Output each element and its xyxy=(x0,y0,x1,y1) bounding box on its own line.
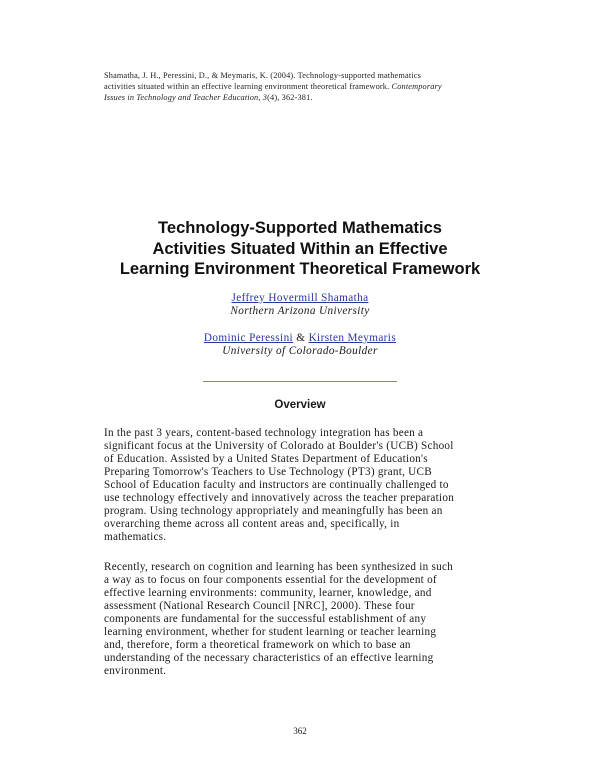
affiliation-nau: Northern Arizona University xyxy=(230,305,370,317)
paragraph-1 xyxy=(104,427,504,544)
paragraph-2-line: Recently, research on cognition and learning has been synthesized in such xyxy=(104,561,454,573)
paragraph-2-line: environment. xyxy=(104,665,167,677)
paragraph-2-line: a way as to focus on four components essential for the development of xyxy=(104,574,437,586)
paragraph-2 xyxy=(104,561,504,678)
author-block-2 xyxy=(0,332,600,358)
author-link-meymaris[interactable]: Kirsten Meymaris xyxy=(308,332,397,344)
paragraph-1-line: significant focus at the University of Colorado at Boulder's (UCB) School xyxy=(104,440,454,452)
paragraph-1-line: Preparing Tomorrow's Teachers to Use Technology (PT3) grant, UCB xyxy=(104,466,432,478)
title-line-2: Activities Situated Within an Effective xyxy=(152,239,448,258)
author-link-peressini[interactable]: Dominic Peressini xyxy=(203,332,294,344)
citation-line-2-text: activities situated within an effective learning environment theoretical framework. xyxy=(104,82,390,91)
paragraph-1-line: program. Using technology appropriately and meaningfully has been an xyxy=(104,505,443,517)
citation-line-2 xyxy=(104,81,504,92)
citation xyxy=(104,70,504,103)
paragraph-2-line: assessment (National Research Council [NRC], 2000). These four xyxy=(104,600,415,612)
paragraph-1-line: use technology effectively and innovatively across the teacher preparation xyxy=(104,492,455,504)
page-number: 362 xyxy=(293,726,307,736)
citation-line-1: Shamatha, J. H., Peressini, D., & Meymaris, K. (2004). Technology-supported mathematics xyxy=(104,71,421,80)
paragraph-1-line: overarching theme across all content areas and, specifically, in xyxy=(104,518,400,530)
title-line-1: Technology-Supported Mathematics xyxy=(158,219,442,237)
paragraph-2-line: components are fundamental for the successful establishment of any xyxy=(104,613,427,625)
citation-journal-part1: Contemporary xyxy=(391,82,442,91)
paragraph-1-line: School of Education faculty and instructors are continually challenged to xyxy=(104,479,449,491)
author-link-shamatha[interactable]: Jeffrey Hovermill Shamatha xyxy=(231,292,369,304)
author-ampersand: & xyxy=(293,332,309,344)
paragraph-2-line: and, therefore, form a theoretical framework on which to base an xyxy=(104,639,411,651)
author-block-1 xyxy=(0,292,600,318)
citation-line-3 xyxy=(104,92,504,103)
paragraph-2-line: learning environment, whether for student learning or teacher learning xyxy=(104,626,437,638)
paragraph-1-line: of Education. Assisted by a United States Department of Education's xyxy=(104,453,428,465)
citation-volume: 3 xyxy=(262,93,268,102)
citation-journal-name: Issues in Technology and Teacher Education, xyxy=(104,93,261,102)
citation-issue-pages: (4), 362-381. xyxy=(267,93,313,102)
paragraph-1-line: mathematics. xyxy=(104,531,167,543)
paragraph-1-line: In the past 3 years, content-based technology integration has been a xyxy=(104,427,424,439)
paragraph-2-line: effective learning environments: community, learner, knowledge, and xyxy=(104,587,432,599)
section-heading-overview: Overview xyxy=(274,399,326,411)
title-line-3: Learning Environment Theoretical Framework xyxy=(119,260,481,278)
divider-rule xyxy=(203,381,397,382)
paper-title xyxy=(0,218,600,280)
paragraph-2-line: understanding of the necessary characteristics of an effective learning xyxy=(104,652,434,664)
affiliation-cu-boulder: University of Colorado-Boulder xyxy=(222,345,378,357)
